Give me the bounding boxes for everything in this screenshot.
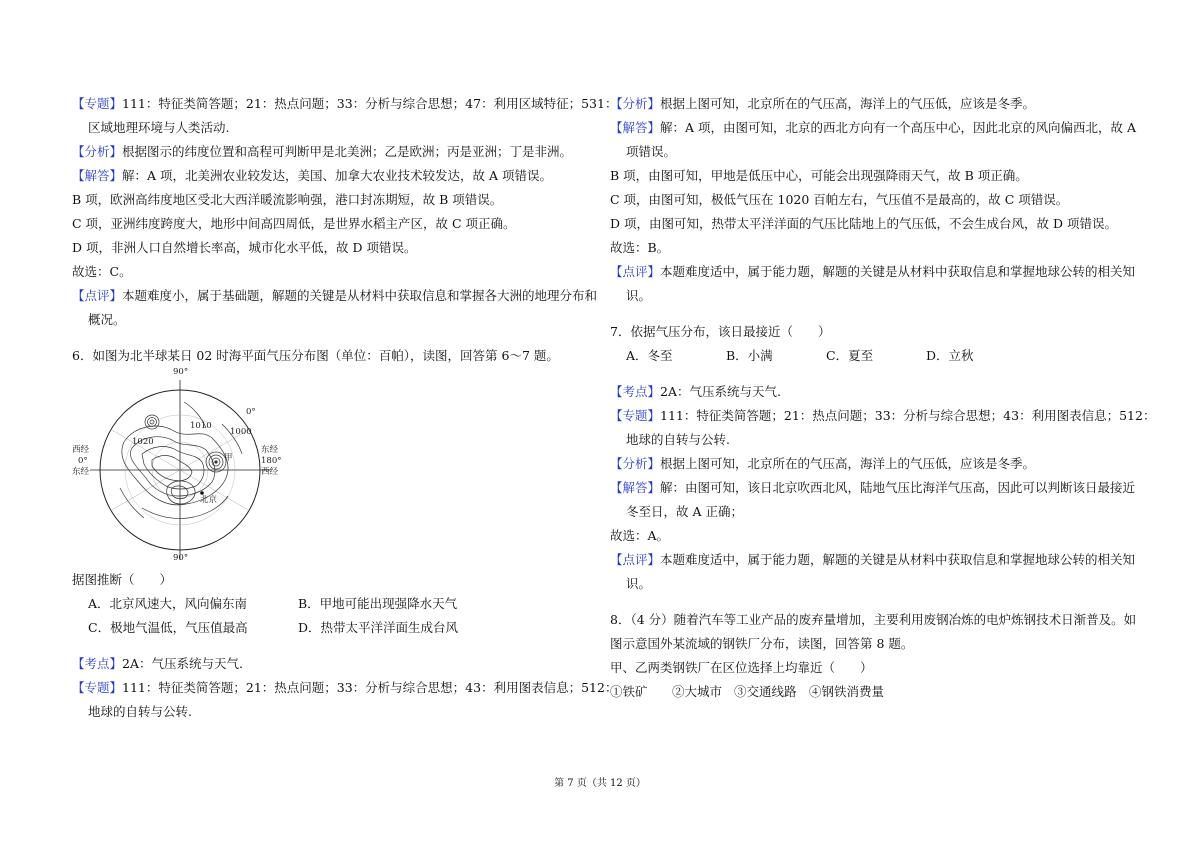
dianping-tag: 【点评】 <box>610 264 661 279</box>
q7-jieda-cont: 冬至日，故 A 正确； <box>626 504 743 519</box>
q6-dianping-cont: 识。 <box>626 288 652 303</box>
q7-options <box>610 344 1138 368</box>
map-180-label: 180° <box>261 456 282 466</box>
map-iso-1020: 1020 <box>132 437 154 447</box>
dianping-tag: 【点评】 <box>72 288 123 303</box>
q7-option-b: B．小满 <box>726 348 773 363</box>
q6-option-a: A．北京风速大，风向偏东南 <box>88 596 248 611</box>
q7-kaodian: 【考点】2A：气压系统与天气. <box>610 384 781 399</box>
fenxi-tag: 【分析】 <box>610 96 661 111</box>
q5-option-c-analysis: C 项，亚洲纬度跨度大，地形中间高四周低，是世界水稻主产区，故 C 项正确。 <box>72 216 516 231</box>
q6-option-d: D．热带太平洋洋面生成台风 <box>298 620 459 635</box>
right-column <box>610 92 1156 704</box>
q6-dianping: 【点评】本题难度适中，属于能力题，解题的关键是从材料中获取信息和掌握地球公转的相关知 <box>610 264 1136 279</box>
jieda-tag: 【解答】 <box>610 480 661 495</box>
q7-dianping: 【点评】本题难度适中，属于能力题，解题的关键是从材料中获取信息和掌握地球公转的相关知 <box>610 552 1136 567</box>
q6-option-b: B．甲地可能出现强降水天气 <box>298 596 458 611</box>
map-iso-1000: 1000 <box>230 427 252 437</box>
q5-fenxi: 【分析】根据图示的纬度位置和高程可判断甲是北美洲；乙是欧洲；丙是亚洲；丁是非洲。 <box>72 144 573 159</box>
map-east-left-label: 东经 <box>72 467 90 477</box>
q7-option-d: D．立秋 <box>926 348 974 363</box>
zhuanti-tag: 【专题】 <box>72 96 123 111</box>
map-west-zero-label: 0° <box>78 456 88 466</box>
q8-stem: 8．（4 分）随着汽车等工业产品的废弃量增加，主要利用废钢冶炼的电炉炼钢技术日渐普及。如 <box>610 612 1137 627</box>
q5-option-d-analysis: D 项，非洲人口自然增长率高，城市化水平低，故 D 项错误。 <box>72 240 417 255</box>
q6-option-d-analysis: D 项，由图可知，热带太平洋洋面的气压比陆地上的气压低，不会生成台风，故 D 项错误。 <box>610 216 1117 231</box>
pressure-map-figure <box>72 368 292 564</box>
q6-zhuanti-cont: 地球的自转与公转. <box>88 704 192 719</box>
dianping-tag: 【点评】 <box>610 552 661 567</box>
q6-jieda: 【解答】解：A 项，由图可知，北京的西北方向有一个高压中心，因此北京的风向偏西北，故 A <box>610 120 1137 135</box>
q6-fenxi: 【分析】根据上图可知，北京所在的气压高，海洋上的气压低，应该是冬季。 <box>610 96 1036 111</box>
q8-items <box>610 680 1138 704</box>
q6-stem: 6．如图为北半球某日 02 时海平面气压分布图（单位：百帕），读图，回答第 6～7 题。 <box>72 348 559 363</box>
q6-prompt: 据图推断（ ） <box>72 572 173 587</box>
q5-dianping-cont: 概况。 <box>88 312 126 327</box>
kaodian-tag: 【考点】 <box>610 384 661 399</box>
q6-options-row-1 <box>72 592 592 616</box>
q5-dianping: 【点评】本题难度小，属于基础题，解题的关键是从材料中获取信息和掌握各大洲的地理分布和 <box>72 288 598 303</box>
map-iso-1010: 1010 <box>190 421 212 431</box>
q6-kaodian: 【考点】2A：气压系统与天气. <box>72 656 243 671</box>
q6-option-b-analysis: B 项，由图可知，甲地是低压中心，可能会出现强降雨天气，故 B 项正确。 <box>610 168 1028 183</box>
q5-zhuanti: 【专题】111：特征类简答题；21：热点问题；33：分析与综合思想；47：利用区域特征；531： <box>72 96 618 111</box>
q8-stem-cont: 图示意国外某流域的钢铁厂分布，读图，回答第 8 题。 <box>610 636 914 651</box>
q5-jieda: 【解答】解：A 项，北美洲农业较发达，美国、加拿大农业技术较发达，故 A 项错误。 <box>72 168 552 183</box>
q8-item-3: ③交通线路 <box>734 684 797 699</box>
q6-option-c: C．极地气温低，气压值最高 <box>88 620 248 635</box>
map-zero-label: 0° <box>246 407 256 417</box>
q8-prompt: 甲、乙两类钢铁厂在区位选择上均靠近（ ） <box>610 660 873 675</box>
zhuanti-tag: 【专题】 <box>610 408 661 423</box>
q6-answer: 故选：B。 <box>610 240 670 255</box>
q6-jieda-cont: 项错误。 <box>626 144 677 159</box>
map-lat-top-label: 90° <box>173 367 189 377</box>
fenxi-tag: 【分析】 <box>72 144 123 159</box>
q5-option-b-analysis: B 项，欧洲高纬度地区受北大西洋暖流影响强，港口封冻期短，故 B 项错误。 <box>72 192 503 207</box>
map-lat-bottom-label: 90° <box>173 553 189 563</box>
q7-jieda: 【解答】解：由图可知，该日北京吹西北风，陆地气压比海洋气压高，因此可以判断该日最接近 <box>610 480 1136 495</box>
kaodian-tag: 【考点】 <box>72 656 123 671</box>
q6-options-row-2 <box>72 616 592 640</box>
q7-zhuanti: 【专题】111：特征类简答题；21：热点问题；33：分析与综合思想；43：利用图表信息；512： <box>610 408 1156 423</box>
q7-option-a: A．冬至 <box>626 348 673 363</box>
q5-zhuanti-cont: 区域地理环境与人类活动. <box>88 120 230 135</box>
q5-answer: 故选：C。 <box>72 264 132 279</box>
map-jia-label: 甲 <box>224 453 233 463</box>
map-west-right-label: 西经 <box>261 467 279 477</box>
page-footer: 第 7 页（共 12 页） <box>554 778 646 789</box>
q7-dianping-cont: 识。 <box>626 576 652 591</box>
jieda-tag: 【解答】 <box>72 168 123 183</box>
left-column <box>72 92 618 724</box>
q8-item-1: ①铁矿 <box>610 684 648 699</box>
q7-zhuanti-cont: 地球的自转与公转. <box>626 432 730 447</box>
q7-fenxi: 【分析】根据上图可知，北京所在的气压高，海洋上的气压低，应该是冬季。 <box>610 456 1036 471</box>
fenxi-tag: 【分析】 <box>610 456 661 471</box>
q7-answer: 故选：A。 <box>610 528 670 543</box>
q7-stem: 7．依据气压分布，该日最接近（ ） <box>610 324 831 339</box>
q7-option-c: C．夏至 <box>826 348 874 363</box>
q6-zhuanti: 【专题】111：特征类简答题；21：热点问题；33：分析与综合思想；43：利用图表信息；512： <box>72 680 618 695</box>
map-beijing-label: 北京 <box>200 495 218 505</box>
zhuanti-tag: 【专题】 <box>72 680 123 695</box>
map-east-right-label: 东经 <box>261 445 279 455</box>
q8-item-4: ④钢铁消费量 <box>809 684 885 699</box>
q6-option-c-analysis: C 项，由图可知，极低气压在 1020 百帕左右，气压值不是最高的，故 C 项错误。 <box>610 192 1069 207</box>
map-west-label: 西经 <box>72 445 90 455</box>
jieda-tag: 【解答】 <box>610 120 661 135</box>
pressure-map-svg <box>72 368 292 564</box>
q8-item-2: ②大城市 <box>672 684 723 699</box>
